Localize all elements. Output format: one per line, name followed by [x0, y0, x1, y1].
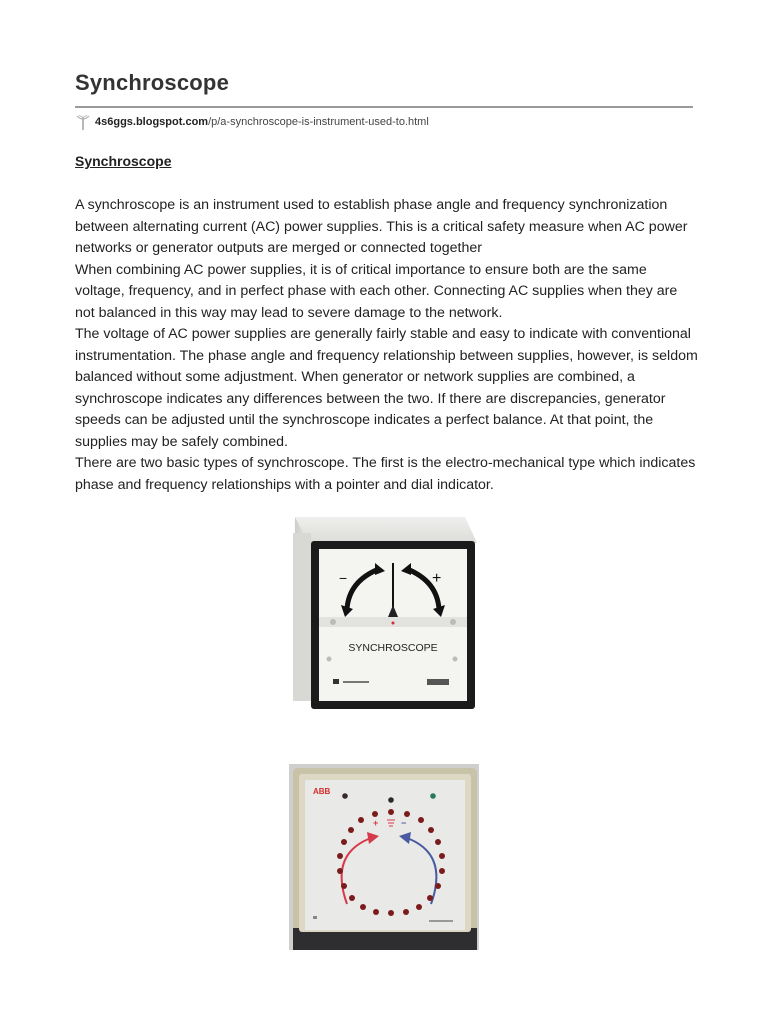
source-domain[interactable]: 4s6ggs.blogspot.com — [95, 116, 209, 128]
section-heading: Synchroscope — [75, 153, 172, 169]
brand-logo: ABB — [313, 787, 331, 796]
dial-label: SYNCHROSCOPE — [348, 642, 438, 654]
plus-label: + — [373, 818, 379, 828]
minus-label: − — [401, 818, 407, 828]
article-body — [75, 195, 700, 496]
paragraph: A synchroscope is an instrument used to establish phase angle and frequency synchronization between alternating current (AC) power supplies. This is a critical safety measure when AC power networks or generator outputs are merged or connected together — [75, 197, 688, 256]
led-synchroscope-photo — [289, 764, 479, 950]
source-path[interactable]: /p/a-synchroscope-is-instrument-used-to.html — [208, 116, 429, 128]
paragraph: The voltage of AC power supplies are generally fairly stable and easy to indicate with conventional instrumentation. The phase angle and frequency relationship between supplies, however, is seldom balanced without some adjustment. When generator or network supplies are combined, a synchroscope indicates any differences between the two. If there are discrepancies, generator speeds can be adjusted until the synchroscope indicates a perfect balance. At that point, the supplies may be safely combined. — [75, 326, 698, 450]
electromechanical-synchroscope-photo — [289, 513, 481, 713]
page-title: Synchroscope — [75, 70, 230, 95]
title-divider — [75, 106, 693, 108]
minus-sign: − — [339, 570, 348, 586]
antenna-icon — [75, 114, 95, 130]
paragraph: When combining AC power supplies, it is of critical importance to ensure both are the same voltage, frequency, and in perfect phase with each other. Connecting AC supplies when they are not balanced in this way may lead to severe damage to the network. — [75, 261, 678, 321]
paragraph: There are two basic types of synchroscope. The first is the electro-mechanical type which indicates phase and frequency relationships with a pointer and dial indicator. — [75, 455, 696, 493]
source-link[interactable] — [75, 113, 429, 131]
plus-sign: + — [432, 570, 442, 587]
